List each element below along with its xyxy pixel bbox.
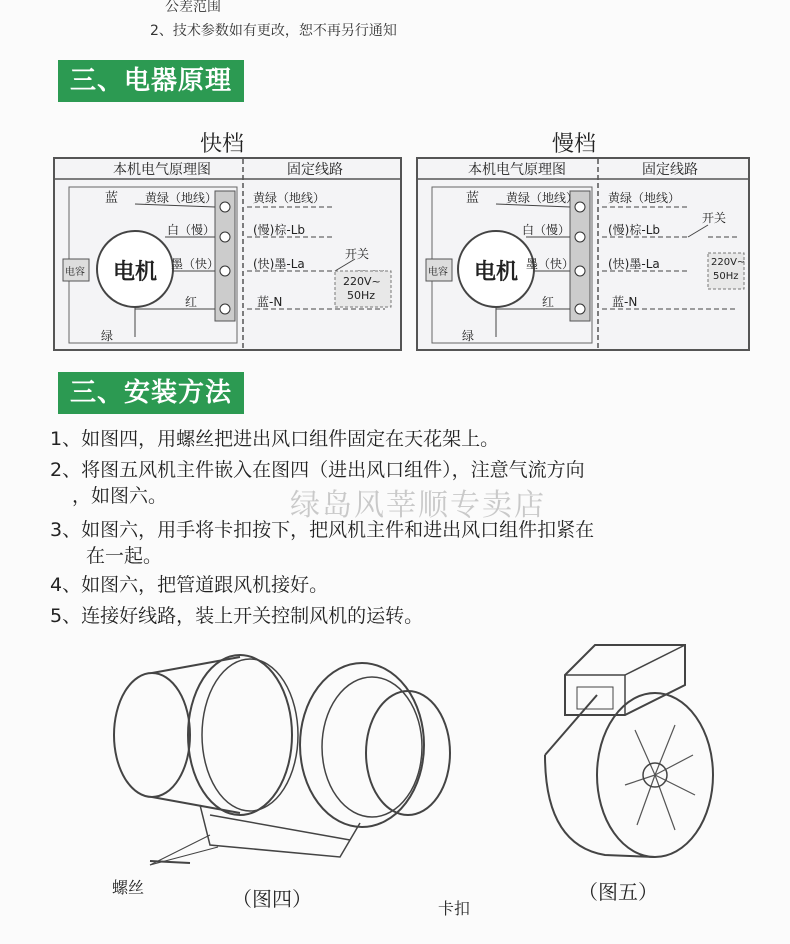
diagram-title-fast: 快档 xyxy=(200,132,245,157)
diagram-fast-switch-label: 开关 xyxy=(345,247,370,261)
diagram-fast-wire-green: 绿 xyxy=(101,329,114,343)
wiring-diagram-fast xyxy=(53,157,402,351)
screw-label: 螺丝 xyxy=(112,878,145,897)
figure-5-illustration xyxy=(525,635,725,865)
diagram-slow-switch-label: 开关 xyxy=(702,211,727,225)
diagram-fast-supply-voltage: 220V~ xyxy=(343,275,381,288)
diagram-slow-wire-yellow-green: 黄绿（地线） xyxy=(506,191,579,205)
diagram-fast-line-fast: (快)墨-La xyxy=(253,257,305,271)
figure-4-illustration xyxy=(90,635,470,875)
figure-4-caption: （图四） xyxy=(232,887,312,911)
diagram-slow-line-fast: (快)墨-La xyxy=(608,257,660,271)
note-spec-change: 2、技术参数如有更改，恕不再另行通知 xyxy=(150,23,397,39)
diagram-fast-line-ground: 黄绿（地线） xyxy=(253,191,326,205)
wiring-diagram-slow xyxy=(416,157,750,351)
diagram-fast-header-left: 本机电气原理图 xyxy=(113,162,211,178)
diagram-fast-supply-frequency: 50Hz xyxy=(347,289,376,302)
diagram-fast-line-neutral: 蓝-N xyxy=(257,295,283,309)
diagram-slow-header-right: 固定线路 xyxy=(642,162,698,178)
note-tolerance: 公差范围 xyxy=(165,0,221,15)
diagram-fast-header-right: 固定线路 xyxy=(287,162,343,178)
diagram-slow-wire-red: 红 xyxy=(542,295,555,309)
diagram-fast-line-slow: (慢)棕-Lb xyxy=(253,223,305,237)
step-item: 4、如图六，把管道跟风机接好。 xyxy=(50,574,329,596)
diagram-fast-wire-yellow-green: 黄绿（地线） xyxy=(145,191,218,205)
clip-label: 卡扣 xyxy=(438,899,471,918)
diagram-slow-supply-voltage: 220V~ xyxy=(711,257,746,268)
diagram-title-slow: 慢档 xyxy=(552,132,597,157)
diagram-fast-wire-black: 墨（快） xyxy=(171,257,220,271)
figure-5-caption: （图五） xyxy=(578,880,658,904)
step-item: 3、如图六，用手将卡扣按下，把风机主件和进出风口组件扣紧在 xyxy=(50,519,595,541)
diagram-slow-motor-label: 电机 xyxy=(474,260,519,285)
diagram-slow-wire-green: 绿 xyxy=(462,329,475,343)
step-item: ，如图六。 xyxy=(72,485,168,507)
diagram-fast-motor-label: 电机 xyxy=(113,260,158,285)
diagram-slow-supply-frequency: 50Hz xyxy=(713,271,739,282)
diagram-slow-capacitor-label: 电容 xyxy=(428,267,448,278)
step-item: 1、如图四，用螺丝把进出风口组件固定在天花架上。 xyxy=(50,428,500,450)
diagram-fast-capacitor-label: 电容 xyxy=(65,267,85,278)
section-heading-installation: 三、安装方法 xyxy=(58,372,244,414)
diagram-slow-line-neutral: 蓝-N xyxy=(612,295,638,309)
diagram-slow-wire-blue: 蓝 xyxy=(466,191,480,206)
store-watermark: 绿岛风莘顺专卖店 xyxy=(290,488,546,523)
step-item: 在一起。 xyxy=(86,545,163,567)
diagram-slow-wire-white: 白（慢） xyxy=(522,223,571,237)
diagram-fast-wire-red: 红 xyxy=(185,295,198,309)
diagram-slow-line-ground: 黄绿（地线） xyxy=(608,191,681,205)
diagram-fast-wire-white: 白（慢） xyxy=(167,223,216,237)
diagram-slow-wire-black: 墨（快） xyxy=(526,257,575,271)
section-heading-wiring: 三、电器原理 xyxy=(58,60,244,102)
step-item: 5、连接好线路，装上开关控制风机的运转。 xyxy=(50,605,424,627)
diagram-slow-header-left: 本机电气原理图 xyxy=(468,162,566,178)
diagram-slow-line-slow: (慢)棕-Lb xyxy=(608,223,660,237)
step-item: 2、将图五风机主件嵌入在图四（进出风口组件），注意气流方向 xyxy=(50,459,585,481)
diagram-fast-wire-blue: 蓝 xyxy=(105,191,119,206)
